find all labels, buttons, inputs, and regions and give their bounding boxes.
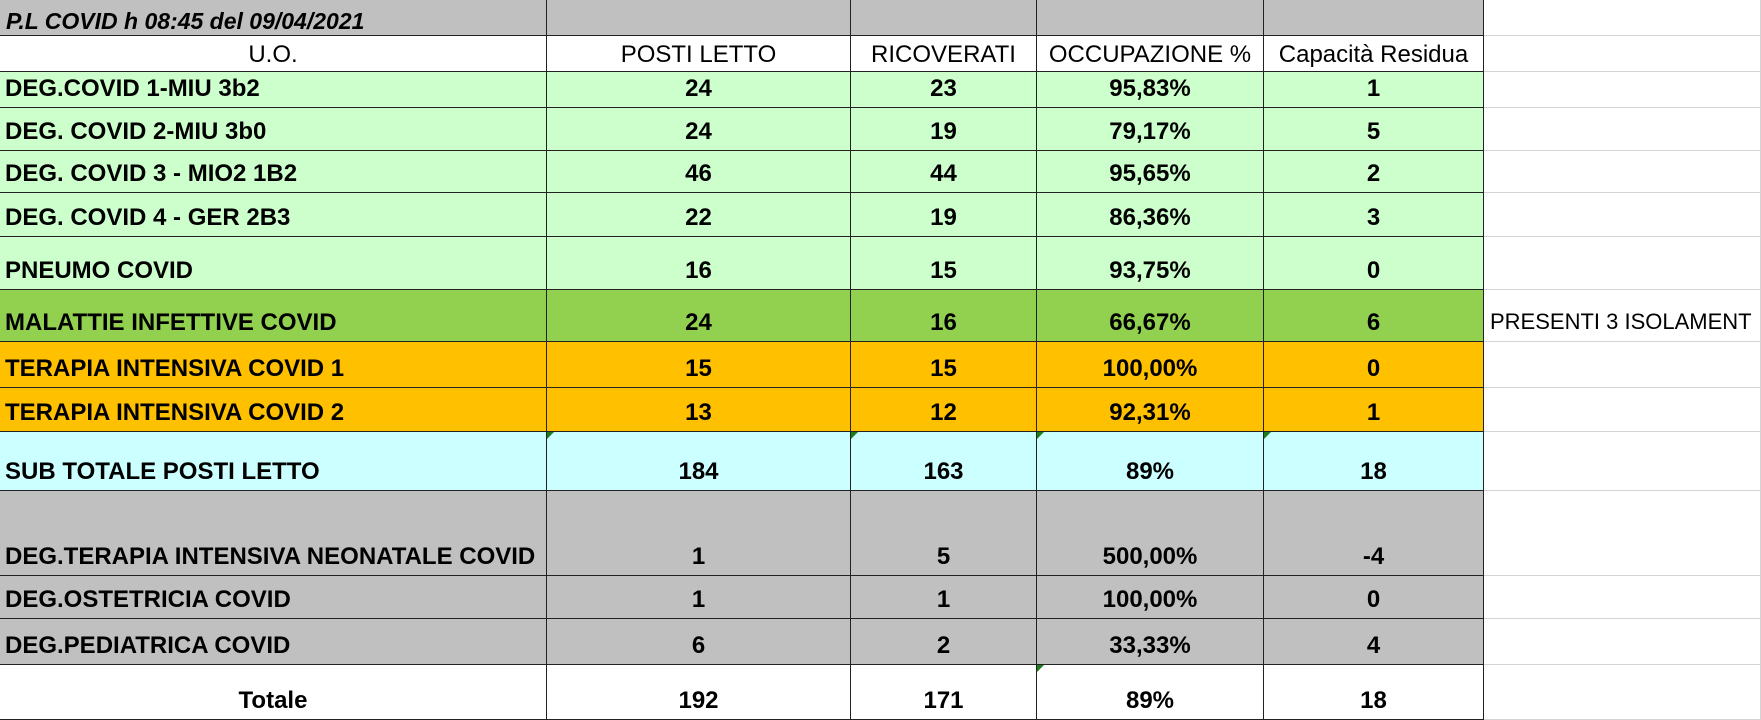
row-totale-posti: 192: [678, 687, 719, 714]
row-deg-covid-2-name: DEG. COVID 2-MIU 3b0: [5, 118, 267, 145]
row-malattie-infettive-capacita-cell[interactable]: [1264, 290, 1484, 342]
row-deg-covid-1-capacita-cell[interactable]: [1264, 72, 1484, 108]
cell-comment-indicator: [1037, 665, 1044, 672]
row-deg-covid-1-ricoverati: 23: [930, 75, 957, 102]
row-deg-covid-4-posti-cell[interactable]: [547, 193, 851, 237]
row-terapia-intensiva-2-name: TERAPIA INTENSIVA COVID 2: [5, 399, 345, 426]
isolation-note: PRESENTI 3 ISOLAMENT: [1490, 309, 1752, 334]
row-sub-totale-name: SUB TOTALE POSTI LETTO: [5, 458, 320, 485]
row-deg-covid-4-ricoverati: 19: [930, 204, 957, 231]
row-terapia-intensiva-2-capacita-cell[interactable]: [1264, 388, 1484, 432]
row-deg-covid-1-name-cell[interactable]: [0, 72, 547, 108]
row-pediatrica-occupazione: 33,33%: [1109, 632, 1191, 659]
row-deg-covid-4-posti: 22: [685, 204, 712, 231]
row-ostetricia-posti: 1: [691, 586, 706, 613]
note-cell[interactable]: [1484, 72, 1761, 108]
title-cell[interactable]: [0, 0, 547, 36]
row-ostetricia-name: DEG.OSTETRICIA COVID: [5, 586, 291, 613]
row-ostetricia-posti-cell[interactable]: [547, 576, 851, 619]
row-pediatrica-posti: 6: [691, 632, 706, 659]
cell-comment-indicator: [1037, 432, 1044, 439]
row-pediatrica-capacita-cell[interactable]: [1264, 619, 1484, 665]
row-pneumo-covid-occupazione: 93,75%: [1109, 257, 1191, 284]
row-ostetricia-capacita: 0: [1366, 586, 1381, 613]
row-terapia-intensiva-neonatale-occupazione-cell[interactable]: [1037, 491, 1264, 576]
row-terapia-intensiva-1-capacita-cell[interactable]: [1264, 342, 1484, 388]
row-terapia-intensiva-1-capacita: 0: [1366, 355, 1381, 382]
header-uo: U.O.: [248, 41, 298, 68]
row-terapia-intensiva-1-occupazione-cell[interactable]: [1037, 342, 1264, 388]
note-cell[interactable]: [1484, 619, 1761, 665]
row-pediatrica-posti-cell[interactable]: [547, 619, 851, 665]
row-sub-totale-capacita: 18: [1360, 458, 1387, 485]
row-ostetricia-occupazione: 100,00%: [1102, 586, 1198, 613]
row-totale-occupazione: 89%: [1125, 687, 1175, 714]
row-terapia-intensiva-1-name: TERAPIA INTENSIVA COVID 1: [5, 355, 345, 382]
row-terapia-intensiva-2-ricoverati-cell[interactable]: [851, 388, 1037, 432]
row-ostetricia-name-cell[interactable]: [0, 576, 547, 619]
header-uo-cell[interactable]: [0, 36, 547, 72]
row-deg-covid-3-capacita: 2: [1366, 160, 1381, 187]
row-deg-covid-3-occupazione-cell[interactable]: [1037, 151, 1264, 193]
row-pediatrica-ricoverati-cell[interactable]: [851, 619, 1037, 665]
row-totale-capacita-cell[interactable]: [1264, 665, 1484, 720]
note-cell[interactable]: [1484, 193, 1761, 237]
row-deg-covid-4-capacita-cell[interactable]: [1264, 193, 1484, 237]
row-pneumo-covid-ricoverati-cell[interactable]: [851, 237, 1037, 290]
note-cell[interactable]: [1484, 237, 1761, 290]
row-deg-covid-3-posti: 46: [685, 160, 712, 187]
row-sub-totale-name-cell[interactable]: [0, 432, 547, 491]
row-deg-covid-4-name: DEG. COVID 4 - GER 2B3: [5, 204, 291, 231]
header-capacita-residua-cell[interactable]: [1264, 36, 1484, 72]
note-cell[interactable]: [1484, 108, 1761, 151]
row-sub-totale-ricoverati-cell[interactable]: [851, 432, 1037, 491]
note-cell[interactable]: [1484, 432, 1761, 491]
row-malattie-infettive-posti: 24: [685, 309, 712, 336]
row-terapia-intensiva-2-name-cell[interactable]: [0, 388, 547, 432]
note-cell[interactable]: [1484, 491, 1761, 576]
row-deg-covid-2-ricoverati: 19: [930, 118, 957, 145]
row-deg-covid-1-occupazione: 95,83%: [1109, 75, 1191, 102]
row-deg-covid-4-occupazione-cell[interactable]: [1037, 193, 1264, 237]
header-posti-letto-cell[interactable]: [547, 36, 851, 72]
row-ostetricia-capacita-cell[interactable]: [1264, 576, 1484, 619]
row-terapia-intensiva-neonatale-posti: 1: [691, 543, 706, 570]
row-terapia-intensiva-neonatale-posti-cell[interactable]: [547, 491, 851, 576]
sheet-title: P.L COVID h 08:45 del 09/04/2021: [6, 8, 365, 34]
row-deg-covid-1-name: DEG.COVID 1-MIU 3b2: [5, 75, 260, 102]
header-occupazione-cell[interactable]: [1037, 36, 1264, 72]
row-malattie-infettive-ricoverati: 16: [930, 309, 957, 336]
row-deg-covid-2-posti-cell[interactable]: [547, 108, 851, 151]
cell-comment-indicator: [547, 432, 554, 439]
empty-cell[interactable]: [1484, 36, 1761, 72]
row-deg-covid-3-ricoverati: 44: [930, 160, 957, 187]
row-deg-covid-1-posti-cell[interactable]: [547, 72, 851, 108]
row-terapia-intensiva-1-name-cell[interactable]: [0, 342, 547, 388]
row-malattie-infettive-occupazione-cell[interactable]: [1037, 290, 1264, 342]
row-terapia-intensiva-2-occupazione-cell[interactable]: [1037, 388, 1264, 432]
row-terapia-intensiva-1-ricoverati-cell[interactable]: [851, 342, 1037, 388]
row-malattie-infettive-posti-cell[interactable]: [547, 290, 851, 342]
row-terapia-intensiva-2-ricoverati: 12: [930, 399, 957, 426]
row-malattie-infettive-occupazione: 66,67%: [1109, 309, 1191, 336]
row-deg-covid-2-ricoverati-cell[interactable]: [851, 108, 1037, 151]
note-cell[interactable]: [1484, 576, 1761, 619]
row-deg-covid-4-capacita: 3: [1366, 204, 1381, 231]
row-terapia-intensiva-2-posti-cell[interactable]: [547, 388, 851, 432]
row-malattie-infettive-name-cell[interactable]: [0, 290, 547, 342]
row-deg-covid-4-occupazione: 86,36%: [1109, 204, 1191, 231]
row-terapia-intensiva-2-occupazione: 92,31%: [1109, 399, 1191, 426]
row-terapia-intensiva-neonatale-occupazione: 500,00%: [1102, 543, 1198, 570]
row-pneumo-covid-posti: 16: [685, 257, 712, 284]
row-sub-totale-capacita-cell[interactable]: [1264, 432, 1484, 491]
row-ostetricia-occupazione-cell[interactable]: [1037, 576, 1264, 619]
row-terapia-intensiva-2-capacita: 1: [1366, 399, 1381, 426]
row-terapia-intensiva-1-ricoverati: 15: [930, 355, 957, 382]
note-cell[interactable]: [1484, 290, 1761, 342]
row-terapia-intensiva-neonatale-name: DEG.TERAPIA INTENSIVA NEONATALE COVID: [5, 543, 536, 570]
header-ricoverati-cell[interactable]: [851, 36, 1037, 72]
row-terapia-intensiva-1-occupazione: 100,00%: [1102, 355, 1198, 382]
row-totale-name-cell[interactable]: [0, 665, 547, 720]
title-row-empty-cell[interactable]: [1037, 0, 1264, 36]
row-deg-covid-4-ricoverati-cell[interactable]: [851, 193, 1037, 237]
header-ricoverati: RICOVERATI: [871, 41, 1016, 68]
row-sub-totale-posti-cell[interactable]: [547, 432, 851, 491]
row-deg-covid-3-name-cell[interactable]: [0, 151, 547, 193]
row-deg-covid-2-capacita: 5: [1366, 118, 1381, 145]
title-row-empty-cell[interactable]: [547, 0, 851, 36]
row-deg-covid-1-ricoverati-cell[interactable]: [851, 72, 1037, 108]
row-terapia-intensiva-neonatale-name-cell[interactable]: [0, 491, 547, 576]
title-row-empty-cell[interactable]: [851, 0, 1037, 36]
note-cell[interactable]: [1484, 388, 1761, 432]
row-deg-covid-3-posti-cell[interactable]: [547, 151, 851, 193]
row-pneumo-covid-ricoverati: 15: [930, 257, 957, 284]
row-deg-covid-2-capacita-cell[interactable]: [1264, 108, 1484, 151]
row-deg-covid-1-occupazione-cell[interactable]: [1037, 72, 1264, 108]
row-totale-ricoverati: 171: [923, 687, 964, 714]
empty-cell[interactable]: [1484, 0, 1761, 36]
row-pediatrica-name: DEG.PEDIATRICA COVID: [5, 632, 291, 659]
row-terapia-intensiva-1-posti: 15: [685, 355, 712, 382]
row-sub-totale-occupazione-cell[interactable]: [1037, 432, 1264, 491]
row-terapia-intensiva-neonatale-ricoverati-cell[interactable]: [851, 491, 1037, 576]
row-totale-capacita: 18: [1360, 687, 1387, 714]
row-totale-occupazione-cell[interactable]: [1037, 665, 1264, 720]
row-totale-ricoverati-cell[interactable]: [851, 665, 1037, 720]
row-pneumo-covid-capacita-cell[interactable]: [1264, 237, 1484, 290]
row-ostetricia-ricoverati-cell[interactable]: [851, 576, 1037, 619]
row-sub-totale-occupazione: 89%: [1125, 458, 1175, 485]
row-deg-covid-3-capacita-cell[interactable]: [1264, 151, 1484, 193]
row-pneumo-covid-name: PNEUMO COVID: [5, 257, 194, 284]
cell-comment-indicator: [851, 432, 858, 439]
row-deg-covid-3-name: DEG. COVID 3 - MIO2 1B2: [5, 160, 298, 187]
row-pneumo-covid-capacita: 0: [1366, 257, 1381, 284]
row-deg-covid-2-posti: 24: [685, 118, 712, 145]
row-sub-totale-posti: 184: [678, 458, 719, 485]
row-totale-posti-cell[interactable]: [547, 665, 851, 720]
row-ostetricia-ricoverati: 1: [936, 586, 951, 613]
row-sub-totale-ricoverati: 163: [923, 458, 964, 485]
row-deg-covid-1-capacita: 1: [1366, 75, 1381, 102]
row-pediatrica-ricoverati: 2: [936, 632, 951, 659]
row-terapia-intensiva-neonatale-capacita: -4: [1362, 543, 1385, 570]
row-pneumo-covid-occupazione-cell[interactable]: [1037, 237, 1264, 290]
row-totale-name: Totale: [238, 687, 308, 714]
row-pediatrica-occupazione-cell[interactable]: [1037, 619, 1264, 665]
row-terapia-intensiva-2-posti: 13: [685, 399, 712, 426]
row-deg-covid-4-name-cell[interactable]: [0, 193, 547, 237]
note-cell[interactable]: [1484, 665, 1761, 720]
note-cell[interactable]: [1484, 151, 1761, 193]
row-pneumo-covid-name-cell[interactable]: [0, 237, 547, 290]
row-deg-covid-2-occupazione-cell[interactable]: [1037, 108, 1264, 151]
row-pediatrica-capacita: 4: [1366, 632, 1381, 659]
row-deg-covid-2-name-cell[interactable]: [0, 108, 547, 151]
row-deg-covid-3-occupazione: 95,65%: [1109, 160, 1191, 187]
row-deg-covid-3-ricoverati-cell[interactable]: [851, 151, 1037, 193]
row-malattie-infettive-name: MALATTIE INFETTIVE COVID: [5, 309, 337, 336]
row-terapia-intensiva-neonatale-ricoverati: 5: [936, 543, 951, 570]
header-posti-letto: POSTI LETTO: [620, 41, 777, 68]
row-malattie-infettive-capacita: 6: [1366, 309, 1381, 336]
row-deg-covid-2-occupazione: 79,17%: [1109, 118, 1191, 145]
header-occupazione: OCCUPAZIONE %: [1048, 41, 1252, 68]
row-pneumo-covid-posti-cell[interactable]: [547, 237, 851, 290]
title-row-empty-cell[interactable]: [1264, 0, 1484, 36]
note-cell[interactable]: [1484, 342, 1761, 388]
header-capacita-residua: Capacità Residua: [1278, 41, 1469, 68]
row-terapia-intensiva-neonatale-capacita-cell[interactable]: [1264, 491, 1484, 576]
row-deg-covid-1-posti: 24: [685, 75, 712, 102]
cell-comment-indicator: [1264, 432, 1271, 439]
row-malattie-infettive-ricoverati-cell[interactable]: [851, 290, 1037, 342]
row-pediatrica-name-cell[interactable]: [0, 619, 547, 665]
row-terapia-intensiva-1-posti-cell[interactable]: [547, 342, 851, 388]
